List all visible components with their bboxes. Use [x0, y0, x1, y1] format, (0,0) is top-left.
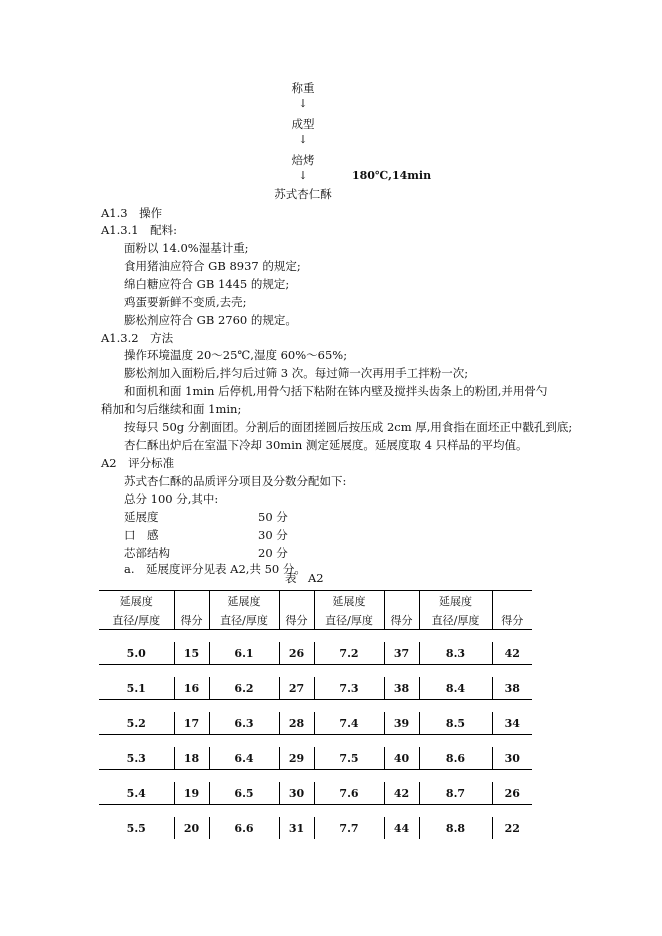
table-cell: 37 — [384, 642, 419, 665]
method-line: 稍加和匀后继续和面 1min; — [101, 402, 242, 416]
table-row — [99, 642, 532, 665]
score-item-label: 口 感 — [124, 528, 159, 542]
table-cell: 30 — [279, 782, 314, 805]
table-cell: 7.4 — [314, 712, 384, 735]
table-cell: 31 — [279, 817, 314, 839]
header-cell: 延展度 — [99, 591, 174, 610]
extension-score-table — [99, 590, 532, 839]
table-cell: 8.4 — [419, 677, 492, 700]
table-cell: 7.7 — [314, 817, 384, 839]
score-item-value: 50 分 — [258, 510, 288, 524]
header-cell: 直径/厚度 — [419, 610, 492, 630]
table-cell: 7.6 — [314, 782, 384, 805]
section-heading-a132: A1.3.2 方法 — [101, 331, 174, 345]
section-heading-a131: A1.3.1 配料: — [101, 223, 177, 237]
table-cell: 6.4 — [209, 747, 279, 770]
table-cell: 7.3 — [314, 677, 384, 700]
table-cell: 5.4 — [99, 782, 174, 805]
section-heading-a2: A2 评分标准 — [101, 456, 175, 470]
flow-step-product: 苏式杏仁酥 — [274, 187, 332, 201]
table-header-row — [99, 610, 532, 630]
header-cell: 直径/厚度 — [314, 610, 384, 630]
table-cell: 5.1 — [99, 677, 174, 700]
table-cell: 6.5 — [209, 782, 279, 805]
table-row — [99, 712, 532, 735]
scoring-intro: 苏式杏仁酥的品质评分项目及分数分配如下: — [124, 474, 347, 488]
flow-step-weigh: 称重 — [291, 81, 315, 95]
table-cell: 8.8 — [419, 817, 492, 839]
list-item: 膨松剂应符合 GB 2760 的规定。 — [124, 313, 297, 327]
header-cell: 直径/厚度 — [209, 610, 279, 630]
table-cell: 5.0 — [99, 642, 174, 665]
table-cell: 15 — [174, 642, 209, 665]
table-cell: 7.2 — [314, 642, 384, 665]
table-cell: 39 — [384, 712, 419, 735]
list-item: 鸡蛋要新鲜不变质,去壳; — [124, 295, 247, 309]
table-cell: 34 — [504, 716, 520, 730]
section-heading-a13: A1.3 操作 — [101, 206, 163, 220]
table-cell: 27 — [279, 677, 314, 700]
table-cell: 5.3 — [99, 747, 174, 770]
table-cell: 7.5 — [314, 747, 384, 770]
header-cell: 延展度 — [314, 591, 384, 610]
table-cell: 16 — [174, 677, 209, 700]
method-line: 和面机和面 1min 后停机,用骨勺括下粘附在钵内壁及搅拌头齿条上的粉团,并用骨勺 — [124, 384, 548, 398]
table-row — [99, 817, 532, 839]
table-cell: 22 — [504, 821, 520, 835]
table-cell: 8.7 — [419, 782, 492, 805]
flow-step-bake: 焙烤 — [291, 153, 315, 167]
table-cell: 19 — [174, 782, 209, 805]
header-cell: 得分 — [279, 610, 314, 630]
table-cell: 40 — [384, 747, 419, 770]
table-cell: 6.1 — [209, 642, 279, 665]
table-cell: 8.5 — [419, 712, 492, 735]
table-row — [99, 747, 532, 770]
table-cell: 5.5 — [99, 817, 174, 839]
method-line: 杏仁酥出炉后在室温下冷却 30min 测定延展度。延展度取 4 只样品的平均值。 — [124, 438, 528, 452]
table-row — [99, 782, 532, 805]
method-line: 按每只 50g 分割面团。分割后的面团搓圆后按压成 2cm 厚,用食指在面坯正中戳孔到底; — [124, 420, 573, 434]
table-header-row — [99, 591, 532, 610]
list-item: 绵白糖应符合 GB 1445 的规定; — [124, 277, 290, 291]
header-cell: 延展度 — [419, 591, 492, 610]
bake-condition: 180℃,14min — [352, 169, 432, 182]
table-cell: 30 — [504, 751, 520, 765]
table-cell: 38 — [384, 677, 419, 700]
header-cell: 得分 — [384, 610, 419, 630]
method-line: 操作环境温度 20～25℃,湿度 60%～65%; — [124, 348, 348, 362]
table-cell: 6.2 — [209, 677, 279, 700]
header-cell: 延展度 — [209, 591, 279, 610]
header-cell: 得分 — [174, 610, 209, 630]
table-cell: 20 — [174, 817, 209, 839]
score-item-label: 芯部结构 — [124, 546, 170, 560]
table-cell: 42 — [504, 646, 520, 660]
header-cell: 得分 — [501, 613, 524, 627]
header-cell: 直径/厚度 — [99, 610, 174, 630]
score-item-value: 20 分 — [258, 546, 288, 560]
method-line: 膨松剂加入面粉后,拌匀后过筛 3 次。每过筛一次再用手工拌粉一次; — [124, 366, 469, 380]
table-cell: 8.3 — [419, 642, 492, 665]
down-arrow-icon: ↓ — [298, 97, 308, 110]
table-cell: 18 — [174, 747, 209, 770]
table-cell: 26 — [279, 642, 314, 665]
table-cell: 28 — [279, 712, 314, 735]
table-cell: 17 — [174, 712, 209, 735]
table-cell: 8.6 — [419, 747, 492, 770]
table-cell: 44 — [384, 817, 419, 839]
score-item-label: 延展度 — [124, 510, 159, 524]
scoring-total: 总分 100 分,其中: — [124, 492, 219, 506]
down-arrow-icon: ↓ — [298, 133, 308, 146]
down-arrow-icon: ↓ — [298, 169, 308, 182]
score-item-value: 30 分 — [258, 528, 288, 542]
table-note: a. 延展度评分见表 A2,共 50 分。 — [124, 562, 306, 576]
list-item: 食用猪油应符合 GB 8937 的规定; — [124, 259, 301, 273]
table-cell: 6.6 — [209, 817, 279, 839]
list-item: 面粉以 14.0%湿基计重; — [124, 241, 249, 255]
table-cell: 38 — [504, 681, 520, 695]
table-caption: 表 A2 — [285, 571, 324, 585]
table-cell: 5.2 — [99, 712, 174, 735]
table-cell: 26 — [504, 786, 520, 800]
table-cell: 42 — [384, 782, 419, 805]
table-cell: 29 — [279, 747, 314, 770]
table-row — [99, 677, 532, 700]
table-cell: 6.3 — [209, 712, 279, 735]
flow-step-shape: 成型 — [291, 117, 315, 131]
